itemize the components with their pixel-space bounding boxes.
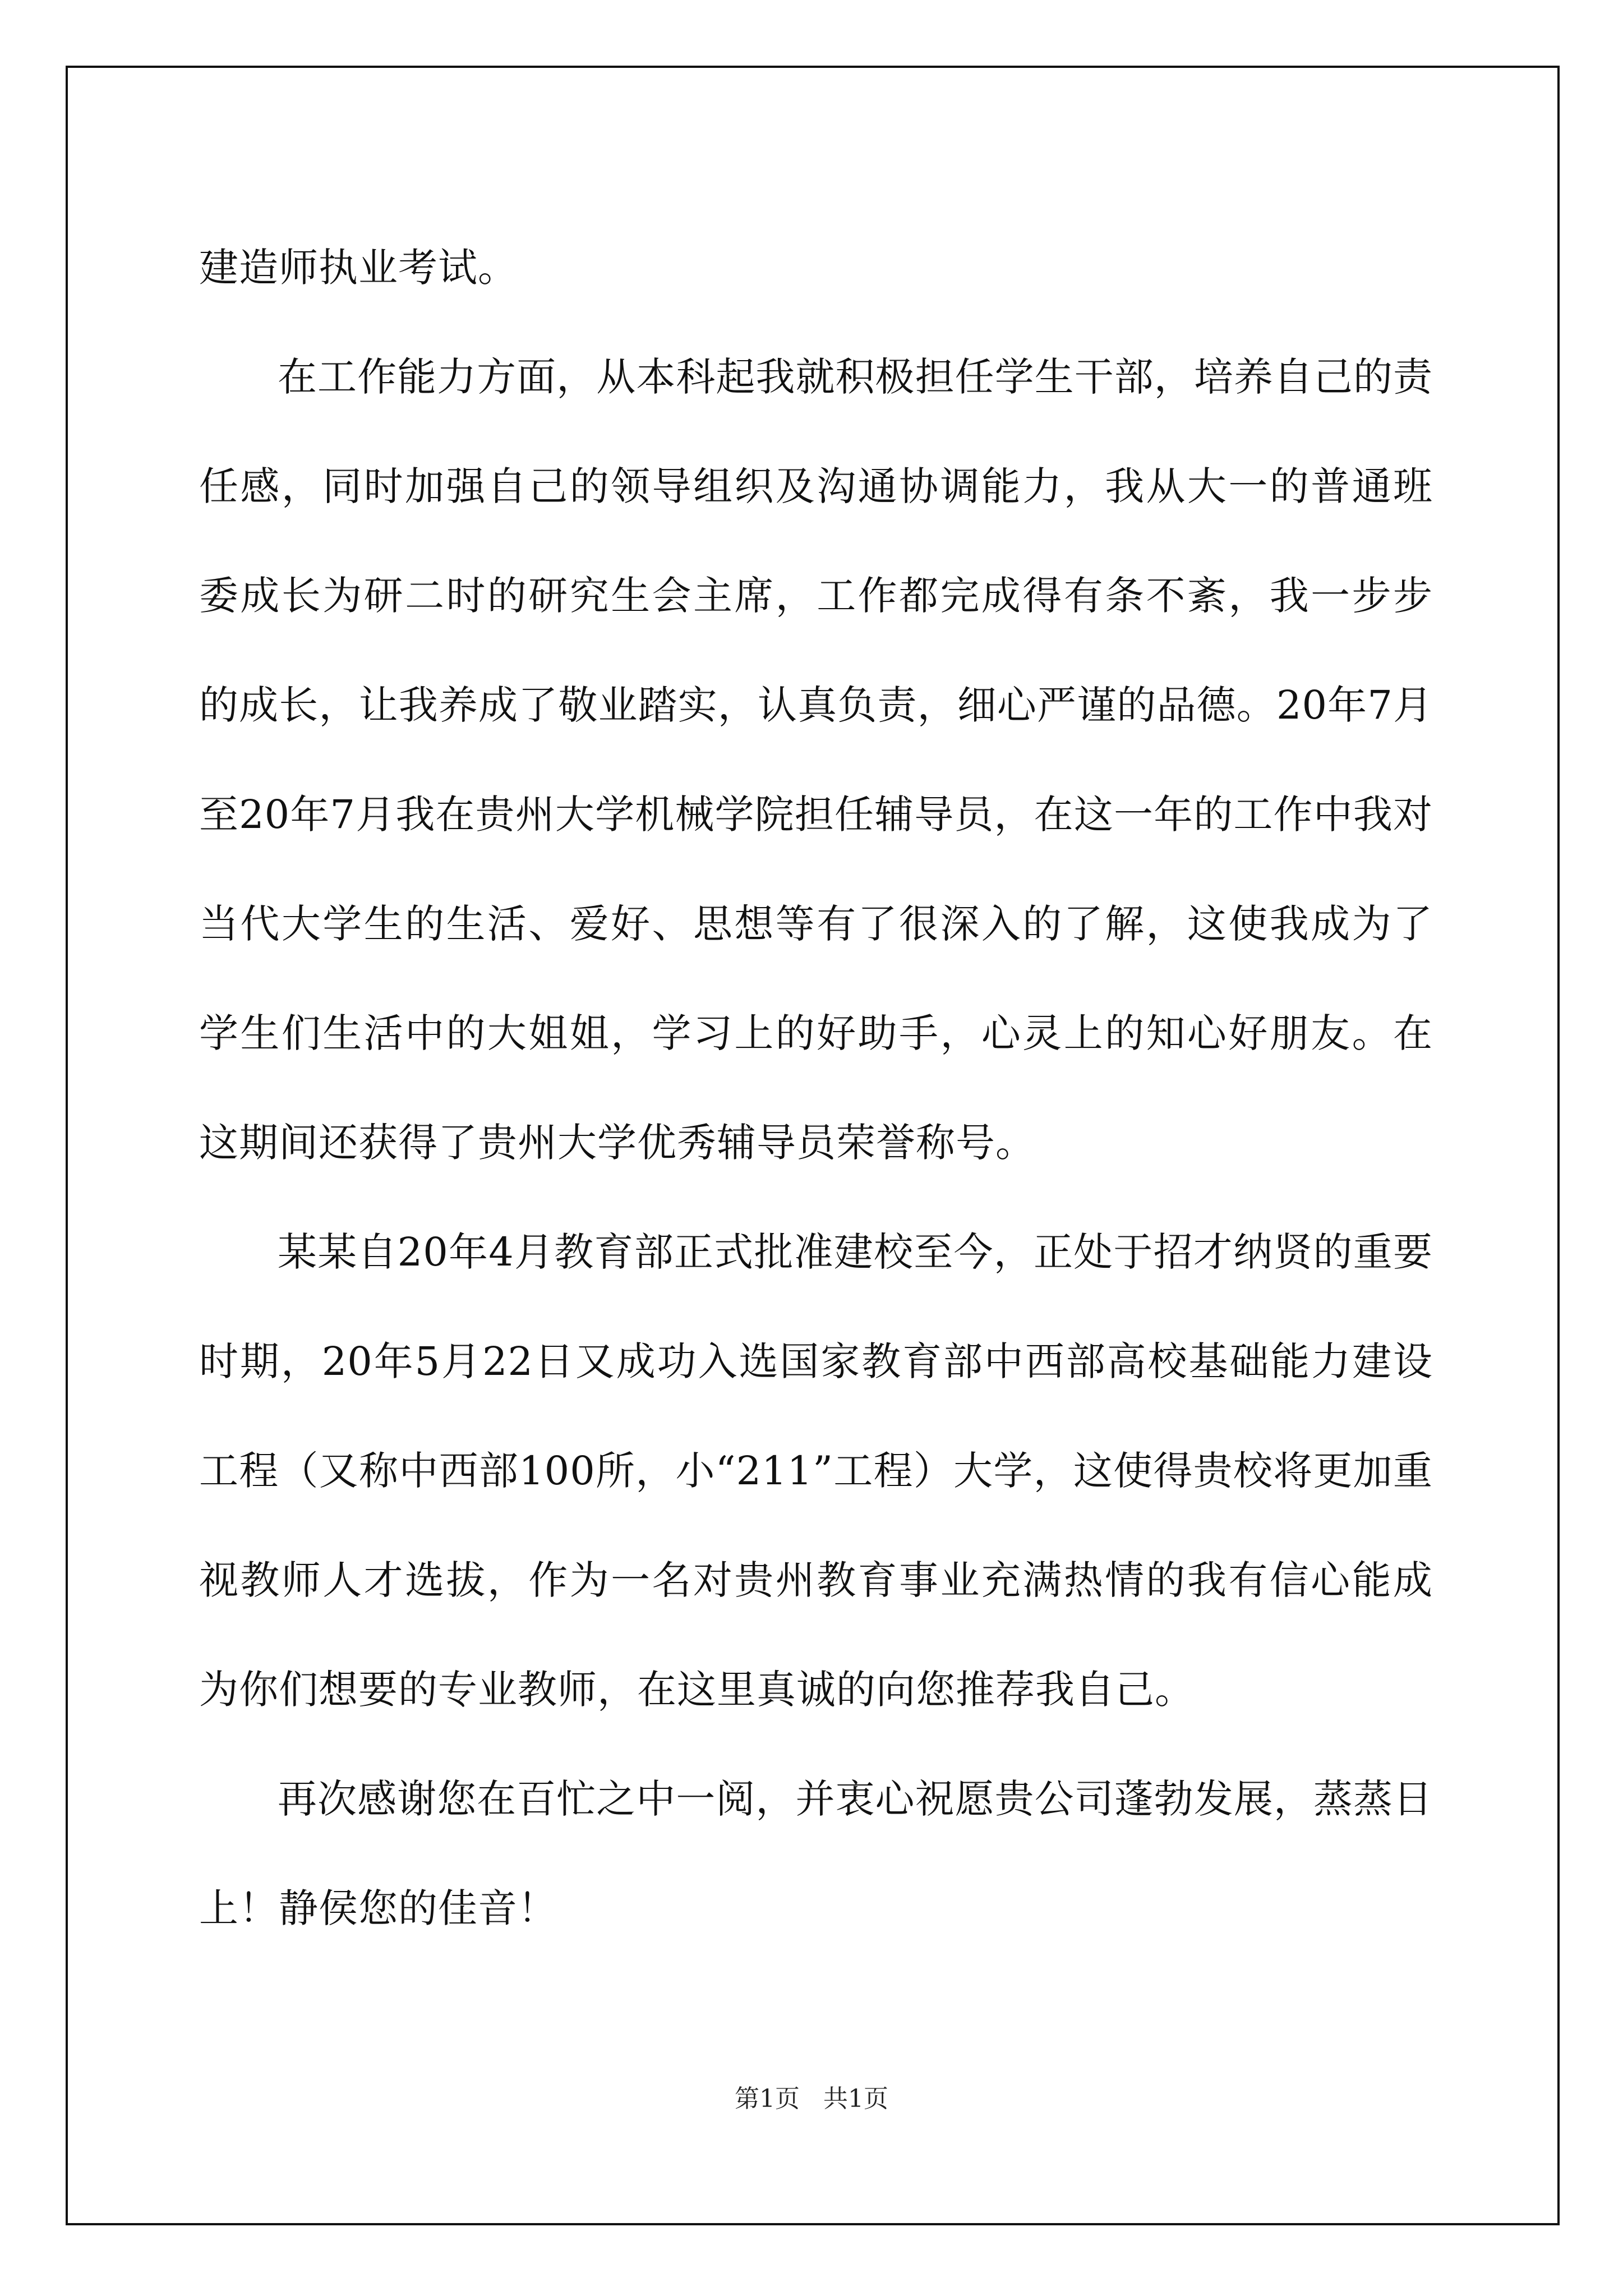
paragraph-closing: 再次感谢您在百忙之中一阅，并衷心祝愿贵公司蓬勃发展，蒸蒸日上！静侯您的佳音！ xyxy=(199,1776,1433,1931)
paragraph-work-ability: 在工作能力方面，从本科起我就积极担任学生干部，培养自己的责任感，同时加强自己的领导组织及沟通协调能力，我从大一的普通班委成长为研二时的研究生会主席，工作都完成得有条不紊，我一步步的成长，让我养成了敬业踏实，认真负责，细心严谨的品德。20年7月至20年7月我在贵州大学机械学院担任辅导员，在这一年的工作中我对当代大学生的生活、爱好、思想等有了很深入的了解，这使我成为了学生们生活中的大姐姐，学习上的好助手，心灵上的知心好朋友。在这期间还获得了贵州大学优秀辅导员荣誉称号。 xyxy=(199,354,1433,1166)
paragraph-continuation: 建造师执业考试。 xyxy=(199,245,518,291)
paragraph-school-intro: 某某自20年4月教育部正式批准建校至今，正处于招才纳贤的重要时期，20年5月22日又成功入选国家教育部中西部高校基础能力建设工程（又称中西部100所，小“211”工程）大学，这使得贵校将更加重视教师人才选拔，作为一名对贵州教育事业充满热情的我有信心能成为你们想要的专业教师，在这里真诚的向您推荐我自己。 xyxy=(199,1229,1433,1713)
page-number-footer: 第1页 共1页 xyxy=(735,2085,888,2113)
document-body xyxy=(199,213,1433,1963)
